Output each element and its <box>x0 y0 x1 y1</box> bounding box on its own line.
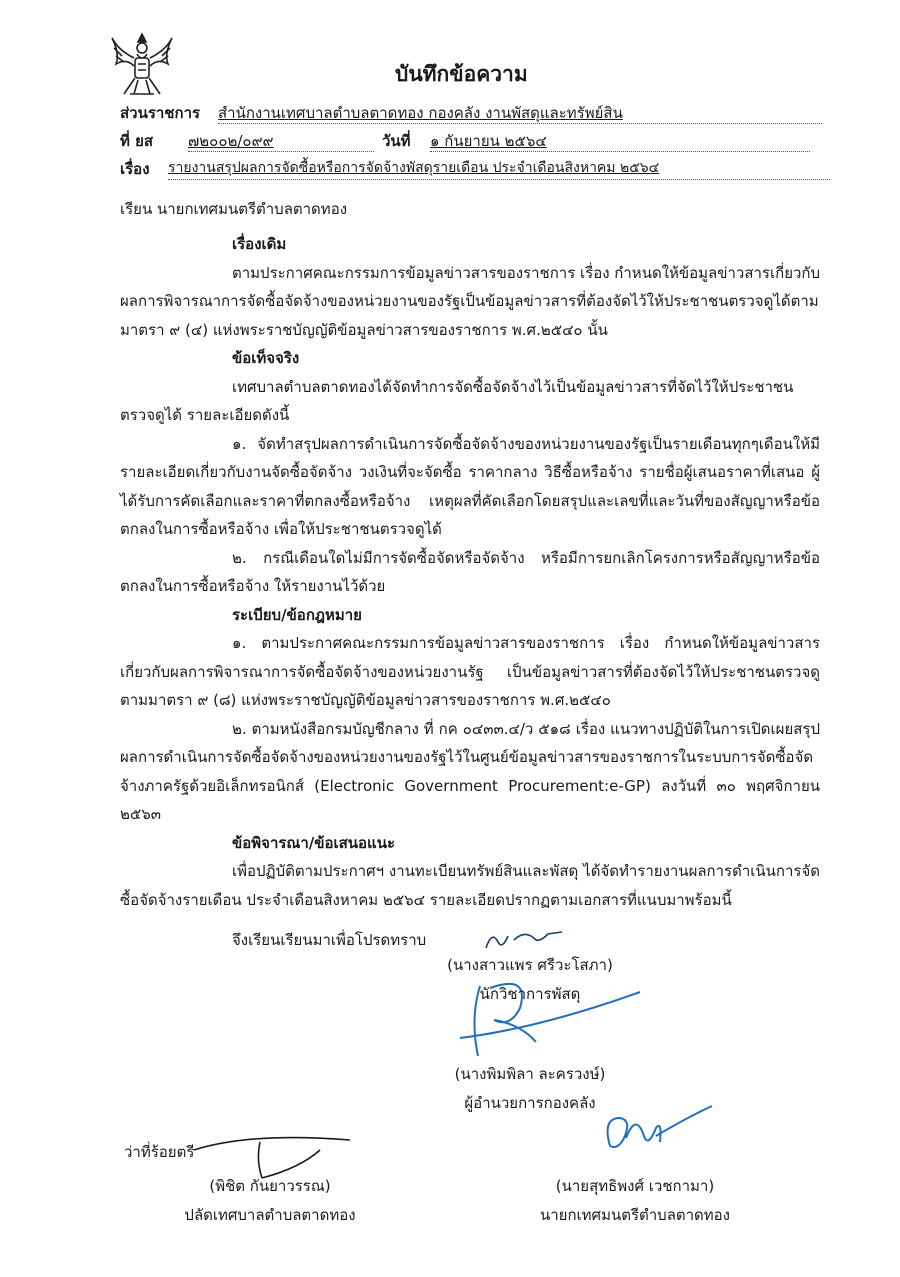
subject-text: รายงานสรุปผลการจัดซื้อหรือการจัดจ้างพัสดุรายเดือน ประจำเดือนสิงหาคม ๒๕๖๔ <box>168 160 660 176</box>
mayor-title: นายกเทศมนตรีตำบลตาดทอง <box>539 1206 731 1224</box>
date-label: วันที่ <box>382 132 411 150</box>
officer-name: (นางสาวแพร ศรีวะโสภา) <box>447 956 613 974</box>
ref-number: ๗๒๐๐๒/๐๙๙ <box>188 132 274 150</box>
facts-intro: เทศบาลตำบลตาดทองได้จัดทำการจัดซื้อจัดจ้างไว้เป็นข้อมูลข่าวสารที่จัดไว้ให้ประชาชนตรวจดูได้ รายละเอียดดังนี้ <box>120 377 794 424</box>
closing-text: จึงเรียนเรียนมาเพื่อโปรดทราบ <box>232 931 427 949</box>
document-title: บันทึกข้อความ <box>395 62 528 86</box>
document-body <box>120 230 820 955</box>
salutation: เรียน นายกเทศมนตรีตำบลตาดทอง <box>120 200 348 218</box>
law-item-2: ๒. ตามหนังสือกรมบัญชีกลาง ที่ กค ๐๔๓๓.๔/ว ๕๑๘ เรื่อง แนวทางปฏิบัติในการเปิดเผยสรุปผลการดำเนินการจัดซื้อจัดจ้างของหน่วยงานของรัฐไว้ในศูนย์ข้อมูลข่าวสารของราชการในระบบการจัดซื้อจัดจ้างภาครัฐด้วยอิเล็กทรอนิกส์ (Electronic Government Procurement:e-GP) ลงวันที่ ๓๐ พฤศจิกายน ๒๕๖๓ <box>120 719 820 823</box>
facts-heading: ข้อเท็จจริง <box>232 349 300 367</box>
agency-value <box>218 101 822 124</box>
clerk-name: (พิชิต กันยาวรรณ) <box>209 1177 331 1195</box>
officer-signature-block <box>420 951 640 1009</box>
facts-item-2: ๒. กรณีเดือนใดไม่มีการจัดซื้อจัดหรือจัดจ้าง หรือมีการยกเลิกโครงการหรือสัญญาหรือข้อตกลงในการซื้อหรือจ้าง ให้รายงานไว้ด้วย <box>120 548 820 595</box>
clerk-title: ปลัดเทศบาลตำบลตาดทอง <box>184 1206 356 1224</box>
mayor-signature-block <box>520 1172 750 1230</box>
facts-item-1: ๑. จัดทำสรุปผลการดำเนินการจัดซื้อจัดจ้างของหน่วยงานของรัฐเป็นรายเดือนทุกๆเดือนให้มีรายละเอียดเกี่ยวกับงานจัดซื้อจัดจ้าง วงเงินที่จะจัดซื้อ ราคากลาง วิธีซื้อหรือจ้าง รายชื่อผู้เสนอราคาที่เสนอ ผู้ได้รับการคัดเลือกและราคาที่ตกลงซื้อหรือจ้าง เหตุผลที่คัดเลือกโดยสรุปและเลขที่และวันที่ของสัญญาหรือข้อตกลงในการซื้อหรือจ้าง เพื่อให้ประชาชนตรวจดูได้ <box>120 434 820 538</box>
mayor-name: (นายสุทธิพงศ์ เวชกามา) <box>555 1177 715 1195</box>
subject-value <box>168 157 830 180</box>
director-name: (นางพิมพิลา ละครวงษ์) <box>454 1065 606 1083</box>
ref-label: ที่ ยส <box>120 132 154 150</box>
law-heading: ระเบียบ/ข้อกฎหมาย <box>232 605 362 624</box>
garuda-emblem-icon <box>108 28 176 100</box>
ref-value <box>188 129 374 152</box>
date-text: ๑ กันยายน ๒๕๖๔ <box>430 132 547 150</box>
background-heading: เรื่องเดิม <box>232 235 287 253</box>
proposal-text: เพื่อปฏิบัติตามประกาศฯ งานทะเบียนทรัพย์สินและพัสดุ ได้จัดทำรายงานผลการดำเนินการจัดซื้อจัดจ้างรายเดือน ประจำเดือนสิงหาคม ๒๕๖๔ รายละเอียดปรากฏตามเอกสารที่แนบมาพร้อมนี้ <box>120 862 820 909</box>
background-text: ตามประกาศคณะกรรมการข้อมูลข่าวสารของราชการ เรื่อง กำหนดให้ข้อมูลข่าวสารเกี่ยวกับผลการพิจารณาการจัดซื้อจัดจ้างของหน่วยงานของรัฐเป็นข้อมูลข่าวสารที่ต้องจัดไว้ให้ประชาชนตรวจดูได้ตามมาตรา ๙ (๔) แห่งพระราชบัญญัติข้อมูลข่าวสารของราชการ พ.ศ.๒๕๔๐ นั้น <box>120 263 821 339</box>
agency-text: สำนักงานเทศบาลตำบลตาดทอง กองคลัง งานพัสดุและทรัพย์สิน <box>218 104 623 122</box>
agency-label: ส่วนราชการ <box>120 104 201 122</box>
director-signature-block <box>420 1060 640 1118</box>
director-title: ผู้อำนวยการกองคลัง <box>464 1094 596 1112</box>
officer-title: นักวิชาการพัสดุ <box>479 985 581 1003</box>
clerk-signature-block <box>155 1172 385 1230</box>
acting-rank-label: ว่าที่ร้อยตรี <box>124 1143 195 1161</box>
law-item-1: ๑. ตามประกาศคณะกรรมการข้อมูลข่าวสารของราชการ เรื่อง กำหนดให้ข้อมูลข่าวสารเกี่ยวกับผลการพิจารณาการจัดซื้อจัดจ้างของหน่วยงานรัฐ เป็นข้อมูลข่าวสารที่ต้องจัดไว้ให้ประชาชนตรวจดูตามมาตรา ๙ (๘) แห่งพระราชบัญญัติข้อมูลข่าวสารของราชการ พ.ศ.๒๕๔๐ <box>120 634 820 709</box>
subject-label: เรื่อง <box>120 160 150 178</box>
proposal-heading: ข้อพิจารณา/ข้อเสนอแนะ <box>232 833 396 852</box>
date-value <box>430 129 810 152</box>
